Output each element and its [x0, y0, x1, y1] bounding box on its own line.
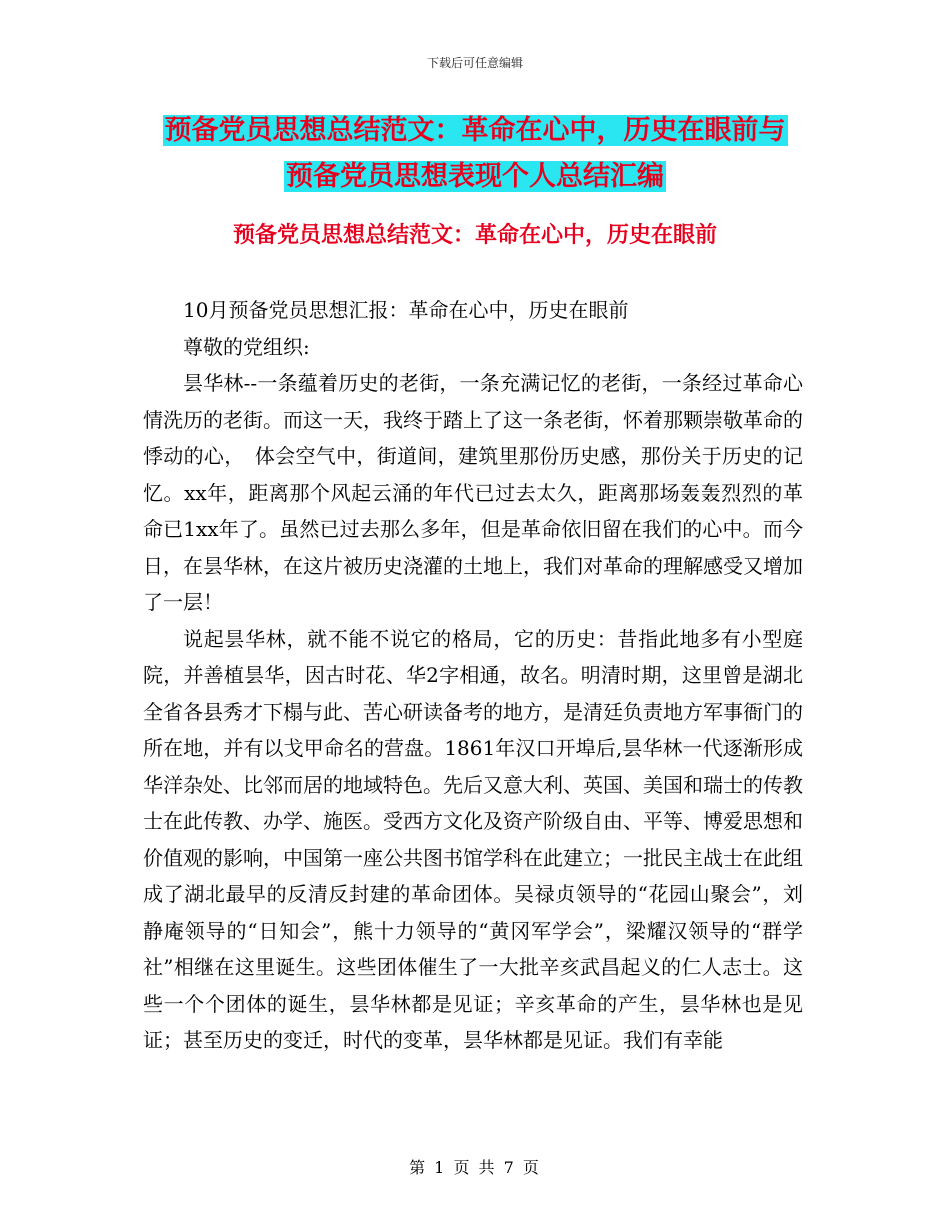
- paragraph: 尊敬的党组织:: [183, 334, 310, 359]
- document-title-line-1: 预备党员思想总结范文：革命在心中，历史在眼前与: [164, 115, 786, 146]
- section-title: 预备党员思想总结范文：革命在心中，历史在眼前: [232, 223, 717, 248]
- document-title-line-2: 预备党员思想表现个人总结汇编: [286, 161, 664, 192]
- header-note: 下载后可任意编辑: [426, 56, 523, 70]
- document-title: [0, 108, 950, 200]
- paragraph: 说起昙华林，就不能不说它的格局，它的历史：昔指此地多有小型庭院，并善植昙华，因古时花、华2字相通，故名。明清时期，这里曾是湖北全省各县秀才下榻与此、苦心研读备考的地方，是清廷负责地方军事衙门的所在地，并有以戈甲命名的营盘。1861年汉口开埠后,昙华林一代逐渐形成华洋杂处、比邻而居的地域特色。先后又意大利、英国、美国和瑞士的传教士在此传教、办学、施医。受西方文化及资产阶级自由、平等、博爱思想和价值观的影响，中国第一座公共图书馆学科在此建立；一批民主战士在此组成了湖北最早的反清反封建的革命团体。吴禄贞领导的“花园山聚会”，刘静庵领导的“日知会”，熊十力领导的“黄冈军学会”，梁耀汉领导的“群学社”相继在这里诞生。这些团体催生了一大批辛亥武昌起义的仁人志士。这些一个个团体的诞生，昙华林都是见证；辛亥革命的产生，昙华林也是见证；甚至历史的变迁，时代的变革，昙华林都是见证。我们有幸能: [143, 626, 803, 1052]
- document-body: [143, 292, 803, 1059]
- page-footer: 第 1 页 共 7 页: [409, 1158, 541, 1177]
- paragraph: 昙华林--一条蕴着历史的老街，一条充满记忆的老街，一条经过革命心情洗历的老街。而这一天，我终于踏上了这一条老街，怀着那颗崇敬革命的悸动的心， 体会空气中，街道间，建筑里那份历史感，那份关于历史的记忆。xx年，距离那个风起云涌的年代已过去太久，距离那场轰轰烈烈的革命已1xx年了。虽然已过去那么多年，但是革命依旧留在我们的心中。而今日，在昙华林，在这片被历史浇灌的土地上，我们对革命的理解感受又增加了一层！: [143, 371, 803, 614]
- paragraph: 10月预备党员思想汇报：革命在心中，历史在眼前: [183, 298, 629, 322]
